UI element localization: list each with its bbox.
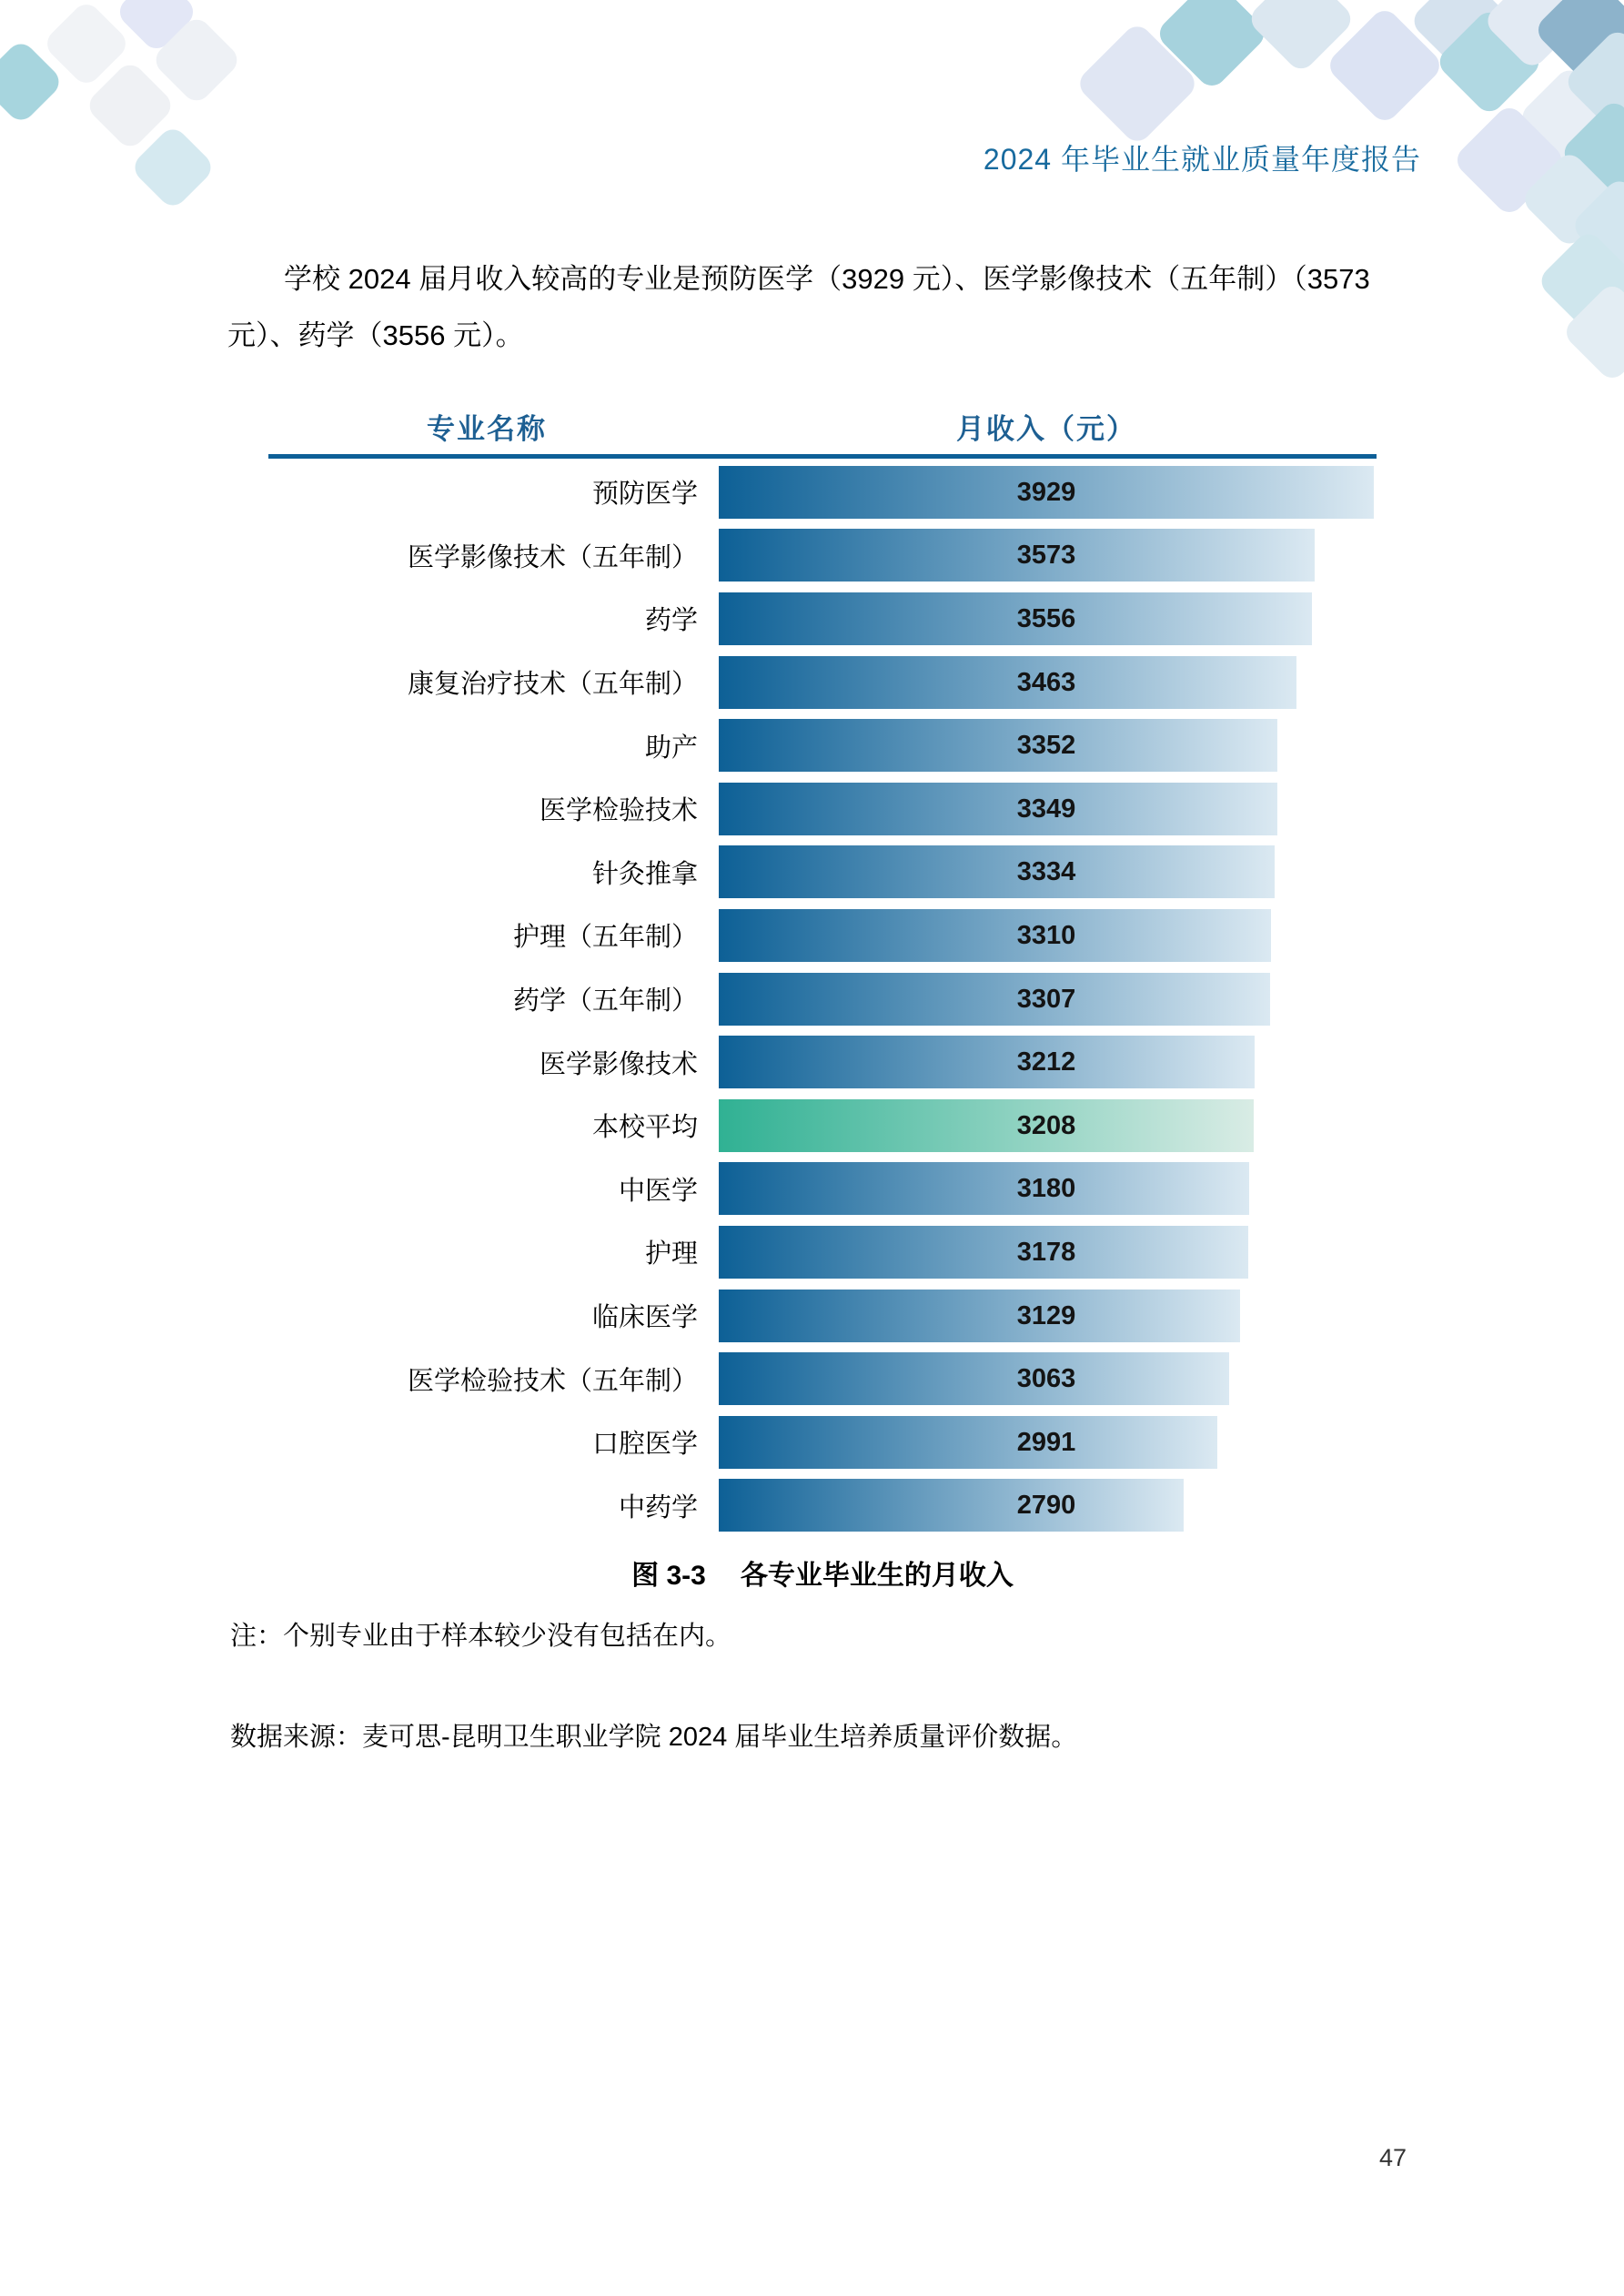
major-label: 医学检验技术（五年制） <box>407 1366 698 1396</box>
income-value: 2790 <box>1016 1491 1076 1521</box>
bar-track <box>719 1099 1374 1152</box>
bar-track <box>719 845 1374 898</box>
major-label: 针灸推拿 <box>591 859 698 889</box>
figure-caption <box>268 1553 1377 1593</box>
major-label: 药学（五年制） <box>512 986 698 1017</box>
income-value: 3334 <box>1016 857 1076 887</box>
report-header-title: 2024 年毕业生就业质量年度报告 <box>983 143 1421 176</box>
income-value: 3929 <box>1016 477 1076 507</box>
income-value: 3352 <box>1016 731 1076 761</box>
major-label: 医学检验技术 <box>539 796 698 826</box>
income-value: 3349 <box>1016 794 1076 824</box>
chart-row <box>268 841 1377 905</box>
body-paragraph-line-2: 元）、药学（3556 元）。 <box>227 319 524 351</box>
income-value: 3310 <box>1016 920 1076 950</box>
income-value: 3463 <box>1016 667 1076 697</box>
chart-row <box>268 1474 1377 1538</box>
bar-track <box>719 1226 1374 1279</box>
bar-track <box>719 909 1374 962</box>
chart-row <box>268 1158 1377 1221</box>
chart-row <box>268 651 1377 714</box>
chart-row <box>268 460 1377 524</box>
bar-track <box>719 529 1374 582</box>
column-header-major: 专业名称 <box>427 412 547 445</box>
chart-row <box>268 1347 1377 1411</box>
bar-track <box>719 783 1374 835</box>
bar-track <box>719 1290 1374 1342</box>
figure-title: 各专业毕业生的月收入 <box>740 1561 1014 1591</box>
bar-track <box>719 1162 1374 1215</box>
major-label: 预防医学 <box>591 480 698 510</box>
bar-track <box>719 719 1374 772</box>
chart-row <box>268 1030 1377 1094</box>
income-value: 3556 <box>1016 603 1076 633</box>
bar-track <box>719 466 1374 519</box>
major-label: 临床医学 <box>591 1303 698 1333</box>
body-paragraph-line-1: 学校 2024 届月收入较高的专业是预防医学（3929 元）、医学影像技术（五年制）（3573 <box>284 263 1370 295</box>
bar-track <box>719 1416 1374 1469</box>
chart-row <box>268 777 1377 841</box>
income-value: 3178 <box>1016 1237 1076 1267</box>
income-value: 3212 <box>1016 1047 1076 1077</box>
major-label: 口腔医学 <box>591 1430 698 1460</box>
major-label: 医学影像技术 <box>539 1049 698 1079</box>
income-value: 3208 <box>1016 1110 1076 1140</box>
income-bar-chart <box>268 400 1377 1537</box>
bar-track <box>719 592 1374 645</box>
chart-row <box>268 1220 1377 1284</box>
income-value: 3180 <box>1016 1174 1076 1204</box>
major-label: 护理（五年制） <box>512 923 698 953</box>
chart-row <box>268 1094 1377 1158</box>
chart-row <box>268 904 1377 967</box>
major-label: 医学影像技术（五年制） <box>407 542 698 572</box>
major-label: 助产 <box>644 733 698 763</box>
chart-row <box>268 1411 1377 1474</box>
chart-row <box>268 1284 1377 1348</box>
chart-rows <box>268 460 1377 1537</box>
major-label: 康复治疗技术（五年制） <box>407 670 698 700</box>
column-header-income: 月收入（元） <box>956 412 1136 445</box>
bar-track <box>719 973 1374 1026</box>
income-value: 3573 <box>1016 541 1076 571</box>
income-value: 3129 <box>1016 1300 1076 1330</box>
chart-row <box>268 524 1377 588</box>
major-label: 护理 <box>644 1239 698 1269</box>
chart-row <box>268 967 1377 1031</box>
chart-column-headers <box>268 400 1377 451</box>
chart-note: 注：个别专业由于样本较少没有包括在内。 <box>230 1622 732 1651</box>
bar-track <box>719 1036 1374 1088</box>
chart-row <box>268 713 1377 777</box>
income-value: 3307 <box>1016 984 1076 1014</box>
bar-track <box>719 656 1374 709</box>
page-number: 47 <box>1379 2144 1407 2171</box>
income-value: 3063 <box>1016 1364 1076 1394</box>
major-label: 本校平均 <box>591 1113 698 1143</box>
chart-divider-rule <box>268 454 1377 459</box>
bar-track <box>719 1352 1374 1405</box>
income-value: 2991 <box>1016 1427 1076 1457</box>
major-label: 中医学 <box>618 1176 698 1206</box>
major-label: 药学 <box>644 606 698 636</box>
chart-row <box>268 587 1377 651</box>
major-label: 中药学 <box>618 1492 698 1522</box>
bar-track <box>719 1479 1374 1532</box>
figure-number: 图 3-3 <box>631 1561 706 1591</box>
data-source-note: 数据来源：麦可思-昆明卫生职业学院 2024 届毕业生培养质量评价数据。 <box>230 1723 1078 1752</box>
